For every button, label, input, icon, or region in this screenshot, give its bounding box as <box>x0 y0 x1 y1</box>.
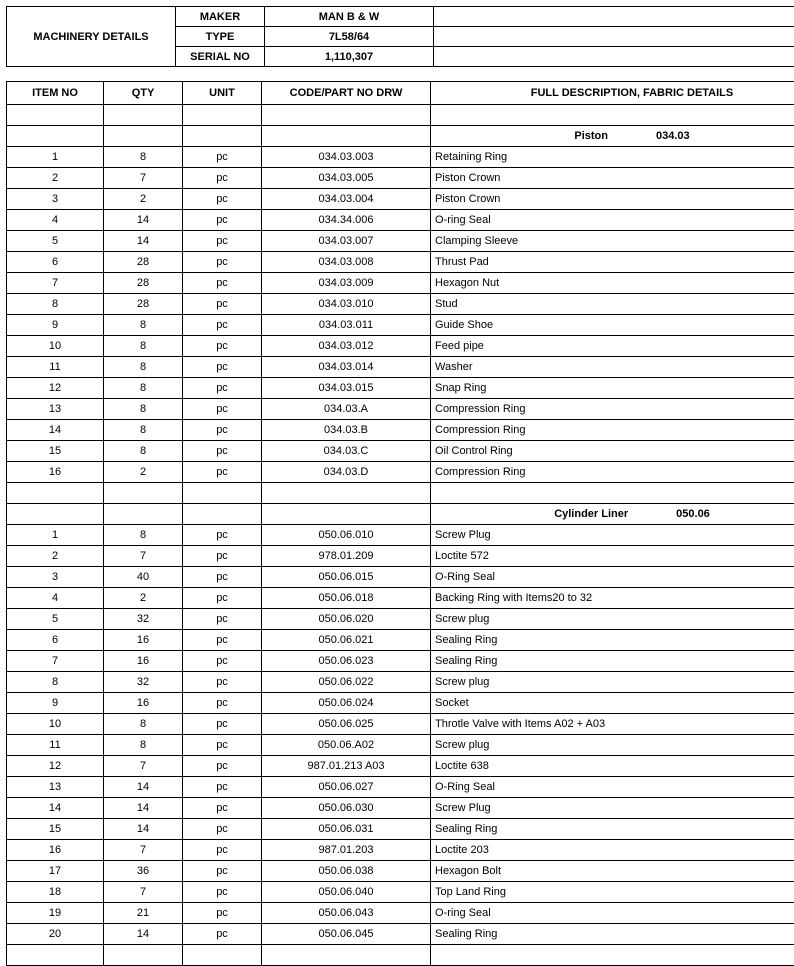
cell-unit: pc <box>183 735 262 756</box>
machinery-details-row <box>7 7 794 27</box>
table-row <box>7 903 794 924</box>
cell-description: Screw Plug <box>431 525 794 546</box>
cell-code: 050.06.018 <box>262 588 431 609</box>
cell-unit: pc <box>183 651 262 672</box>
cell-unit: pc <box>183 609 262 630</box>
cell-description: Socket <box>431 693 794 714</box>
cell-description: Clamping Sleeve <box>431 231 794 252</box>
table-row <box>7 147 794 168</box>
column-header-qty: QTY <box>104 82 183 105</box>
cell-qty: 16 <box>104 651 183 672</box>
cell-unit: pc <box>183 756 262 777</box>
cell-qty: 32 <box>104 672 183 693</box>
table-cell-blank <box>104 126 183 147</box>
cell-description: Loctite 572 <box>431 546 794 567</box>
table-row <box>7 882 794 903</box>
table-row <box>7 420 794 441</box>
cell-code: 050.06.023 <box>262 651 431 672</box>
machinery-details-block <box>0 0 794 67</box>
machinery-details-title: MACHINERY DETAILS <box>7 7 176 67</box>
cell-unit: pc <box>183 546 262 567</box>
cell-description: Compression Ring <box>431 399 794 420</box>
cell-item-no: 20 <box>7 924 104 945</box>
cell-qty: 8 <box>104 378 183 399</box>
cell-item-no: 19 <box>7 903 104 924</box>
cell-code: 050.06.021 <box>262 630 431 651</box>
table-row-blank <box>7 105 794 126</box>
cell-item-no: 1 <box>7 525 104 546</box>
parts-table-header-row <box>7 82 794 105</box>
cell-unit: pc <box>183 882 262 903</box>
table-cell-blank <box>262 945 431 966</box>
maker-label: MAKER <box>176 7 265 27</box>
cell-description: Hexagon Nut <box>431 273 794 294</box>
cell-unit: pc <box>183 630 262 651</box>
cell-qty: 21 <box>104 903 183 924</box>
cell-code: 034.03.B <box>262 420 431 441</box>
cell-code: 034.03.009 <box>262 273 431 294</box>
cell-code: 034.03.A <box>262 399 431 420</box>
cell-qty: 7 <box>104 840 183 861</box>
cell-qty: 8 <box>104 735 183 756</box>
cell-item-no: 3 <box>7 189 104 210</box>
cell-item-no: 13 <box>7 777 104 798</box>
table-row <box>7 840 794 861</box>
table-cell-blank <box>7 126 104 147</box>
cell-item-no: 5 <box>7 231 104 252</box>
cell-code: 050.06.040 <box>262 882 431 903</box>
cell-item-no: 1 <box>7 147 104 168</box>
cell-unit: pc <box>183 189 262 210</box>
cell-item-no: 9 <box>7 315 104 336</box>
table-row <box>7 294 794 315</box>
cell-unit: pc <box>183 378 262 399</box>
cell-unit: pc <box>183 924 262 945</box>
cell-qty: 14 <box>104 924 183 945</box>
cell-item-no: 12 <box>7 378 104 399</box>
cell-code: 050.06.031 <box>262 819 431 840</box>
cell-item-no: 11 <box>7 357 104 378</box>
table-cell-blank <box>262 126 431 147</box>
table-cell-blank <box>104 105 183 126</box>
table-row-blank <box>7 483 794 504</box>
cell-qty: 28 <box>104 273 183 294</box>
cell-description: Compression Ring <box>431 462 794 483</box>
cell-item-no: 4 <box>7 588 104 609</box>
table-row <box>7 168 794 189</box>
group-code: 034.03 <box>656 130 690 142</box>
cell-description: Hexagon Bolt <box>431 861 794 882</box>
cell-unit: pc <box>183 525 262 546</box>
cell-unit: pc <box>183 252 262 273</box>
table-cell-blank <box>183 504 262 525</box>
cell-item-no: 6 <box>7 252 104 273</box>
group-name: Cylinder Liner <box>554 508 628 520</box>
cell-code: 034.03.012 <box>262 336 431 357</box>
table-cell-blank <box>104 483 183 504</box>
cell-description: Piston Crown <box>431 168 794 189</box>
table-cell-blank <box>7 504 104 525</box>
cell-code: 987.01.213 A03 <box>262 756 431 777</box>
cell-description: Screw plug <box>431 609 794 630</box>
cell-item-no: 5 <box>7 609 104 630</box>
cell-item-no: 2 <box>7 168 104 189</box>
table-row <box>7 252 794 273</box>
cell-unit: pc <box>183 357 262 378</box>
table-row <box>7 525 794 546</box>
cell-description: Sealing Ring <box>431 819 794 840</box>
cell-qty: 32 <box>104 609 183 630</box>
cell-qty: 7 <box>104 882 183 903</box>
cell-code: 050.06.027 <box>262 777 431 798</box>
serial-no-label: SERIAL NO <box>176 47 265 67</box>
cell-description: Piston Crown <box>431 189 794 210</box>
cell-description: Loctite 203 <box>431 840 794 861</box>
cell-item-no: 13 <box>7 399 104 420</box>
table-cell-blank <box>262 105 431 126</box>
cell-description: Screw plug <box>431 672 794 693</box>
cell-code: 050.06.A02 <box>262 735 431 756</box>
cell-description: Sealing Ring <box>431 651 794 672</box>
table-cell-blank <box>431 483 794 504</box>
cell-description: Feed pipe <box>431 336 794 357</box>
cell-qty: 8 <box>104 420 183 441</box>
cell-description: Retaining Ring <box>431 147 794 168</box>
table-row <box>7 693 794 714</box>
cell-code: 050.06.043 <box>262 903 431 924</box>
table-cell-blank <box>104 504 183 525</box>
table-cell-blank <box>262 504 431 525</box>
machinery-details-table <box>6 6 794 67</box>
cell-unit: pc <box>183 714 262 735</box>
cell-item-no: 14 <box>7 798 104 819</box>
cell-code: 034.03.004 <box>262 189 431 210</box>
cell-description: Oil Control Ring <box>431 441 794 462</box>
cell-unit: pc <box>183 336 262 357</box>
cell-code: 987.01.203 <box>262 840 431 861</box>
cell-qty: 8 <box>104 357 183 378</box>
cell-item-no: 9 <box>7 693 104 714</box>
cell-description: O-Ring Seal <box>431 567 794 588</box>
cell-item-no: 8 <box>7 672 104 693</box>
cell-code: 034.03.011 <box>262 315 431 336</box>
cell-code: 050.06.022 <box>262 672 431 693</box>
cell-description: Screw plug <box>431 735 794 756</box>
cell-unit: pc <box>183 168 262 189</box>
cell-qty: 40 <box>104 567 183 588</box>
cell-code: 050.06.030 <box>262 798 431 819</box>
table-row-blank <box>7 945 794 966</box>
table-row <box>7 819 794 840</box>
cell-unit: pc <box>183 294 262 315</box>
group-title <box>554 508 710 520</box>
table-cell-blank <box>183 483 262 504</box>
cell-unit: pc <box>183 210 262 231</box>
cell-unit: pc <box>183 672 262 693</box>
cell-qty: 8 <box>104 714 183 735</box>
cell-qty: 2 <box>104 189 183 210</box>
cell-qty: 7 <box>104 168 183 189</box>
cell-code: 050.06.025 <box>262 714 431 735</box>
cell-description: O-ring Seal <box>431 903 794 924</box>
cell-description: Stud <box>431 294 794 315</box>
cell-code: 034.03.010 <box>262 294 431 315</box>
column-header-unit: UNIT <box>183 82 262 105</box>
table-row <box>7 651 794 672</box>
cell-unit: pc <box>183 462 262 483</box>
table-cell-blank <box>7 105 104 126</box>
cell-unit: pc <box>183 903 262 924</box>
cell-description: Screw Plug <box>431 798 794 819</box>
table-row-group-header <box>7 504 794 525</box>
cell-description: Throtle Valve with Items A02 + A03 <box>431 714 794 735</box>
maker-extra <box>434 7 794 27</box>
table-row <box>7 315 794 336</box>
cell-qty: 7 <box>104 756 183 777</box>
table-row <box>7 273 794 294</box>
cell-code: 050.06.015 <box>262 567 431 588</box>
table-row <box>7 588 794 609</box>
cell-code: 034.03.003 <box>262 147 431 168</box>
table-row <box>7 672 794 693</box>
table-cell-blank <box>7 483 104 504</box>
cell-unit: pc <box>183 567 262 588</box>
cell-qty: 28 <box>104 252 183 273</box>
table-row <box>7 630 794 651</box>
column-header-item-no: ITEM NO <box>7 82 104 105</box>
cell-code: 034.03.015 <box>262 378 431 399</box>
cell-item-no: 15 <box>7 441 104 462</box>
cell-unit: pc <box>183 273 262 294</box>
cell-code: 034.03.014 <box>262 357 431 378</box>
cell-qty: 36 <box>104 861 183 882</box>
cell-item-no: 6 <box>7 630 104 651</box>
cell-unit: pc <box>183 420 262 441</box>
cell-qty: 8 <box>104 525 183 546</box>
group-name: Piston <box>574 130 608 142</box>
cell-qty: 8 <box>104 441 183 462</box>
cell-qty: 14 <box>104 798 183 819</box>
cell-item-no: 8 <box>7 294 104 315</box>
serial-no-value: 1,110,307 <box>265 47 434 67</box>
cell-item-no: 16 <box>7 462 104 483</box>
table-cell-blank <box>431 945 794 966</box>
table-row <box>7 756 794 777</box>
table-cell-blank <box>7 945 104 966</box>
cell-item-no: 12 <box>7 756 104 777</box>
parts-list-block <box>0 81 794 966</box>
cell-qty: 16 <box>104 630 183 651</box>
table-row <box>7 609 794 630</box>
cell-code: 050.06.045 <box>262 924 431 945</box>
table-cell-blank <box>183 126 262 147</box>
cell-item-no: 4 <box>7 210 104 231</box>
table-row <box>7 336 794 357</box>
parts-table <box>6 81 794 966</box>
cell-description: O-Ring Seal <box>431 777 794 798</box>
cell-qty: 14 <box>104 819 183 840</box>
group-code: 050.06 <box>676 508 710 520</box>
table-cell-blank <box>431 105 794 126</box>
cell-item-no: 15 <box>7 819 104 840</box>
cell-unit: pc <box>183 819 262 840</box>
table-row <box>7 441 794 462</box>
cell-qty: 28 <box>104 294 183 315</box>
table-row <box>7 924 794 945</box>
cell-qty: 2 <box>104 588 183 609</box>
table-row <box>7 210 794 231</box>
cell-unit: pc <box>183 399 262 420</box>
cell-unit: pc <box>183 588 262 609</box>
table-row-group-header <box>7 126 794 147</box>
cell-unit: pc <box>183 861 262 882</box>
cell-qty: 8 <box>104 315 183 336</box>
group-title <box>574 130 689 142</box>
cell-qty: 14 <box>104 777 183 798</box>
cell-item-no: 10 <box>7 714 104 735</box>
cell-item-no: 11 <box>7 735 104 756</box>
cell-code: 050.06.038 <box>262 861 431 882</box>
cell-item-no: 14 <box>7 420 104 441</box>
cell-unit: pc <box>183 798 262 819</box>
type-extra <box>434 27 794 47</box>
spacer <box>0 67 794 81</box>
type-value: 7L58/64 <box>265 27 434 47</box>
cell-description: Top Land Ring <box>431 882 794 903</box>
cell-code: 034.03.007 <box>262 231 431 252</box>
cell-item-no: 17 <box>7 861 104 882</box>
table-row <box>7 357 794 378</box>
cell-qty: 7 <box>104 546 183 567</box>
table-cell-blank <box>183 105 262 126</box>
cell-description: Compression Ring <box>431 420 794 441</box>
table-row <box>7 777 794 798</box>
cell-unit: pc <box>183 777 262 798</box>
cell-qty: 14 <box>104 231 183 252</box>
cell-qty: 2 <box>104 462 183 483</box>
cell-qty: 14 <box>104 210 183 231</box>
cell-code: 034.03.C <box>262 441 431 462</box>
table-cell-blank <box>183 945 262 966</box>
cell-code: 034.03.005 <box>262 168 431 189</box>
cell-unit: pc <box>183 231 262 252</box>
cell-item-no: 2 <box>7 546 104 567</box>
cell-item-no: 18 <box>7 882 104 903</box>
table-row <box>7 462 794 483</box>
cell-description: Thrust Pad <box>431 252 794 273</box>
table-cell-blank <box>104 945 183 966</box>
column-header-description: FULL DESCRIPTION, FABRIC DETAILS <box>431 82 794 105</box>
cell-description: Backing Ring with Items20 to 32 <box>431 588 794 609</box>
cell-description: O-ring Seal <box>431 210 794 231</box>
column-header-code: CODE/PART NO DRW <box>262 82 431 105</box>
cell-item-no: 7 <box>7 273 104 294</box>
cell-code: 050.06.020 <box>262 609 431 630</box>
table-row <box>7 546 794 567</box>
parts-table-body <box>7 105 794 966</box>
table-row <box>7 231 794 252</box>
type-label: TYPE <box>176 27 265 47</box>
cell-description: Washer <box>431 357 794 378</box>
table-row <box>7 378 794 399</box>
group-title-cell <box>431 504 794 525</box>
cell-code: 978.01.209 <box>262 546 431 567</box>
table-row <box>7 567 794 588</box>
cell-unit: pc <box>183 147 262 168</box>
table-row <box>7 861 794 882</box>
cell-code: 050.06.024 <box>262 693 431 714</box>
cell-item-no: 7 <box>7 651 104 672</box>
table-row <box>7 714 794 735</box>
cell-code: 034.03.008 <box>262 252 431 273</box>
cell-description: Sealing Ring <box>431 924 794 945</box>
cell-qty: 8 <box>104 147 183 168</box>
table-row <box>7 399 794 420</box>
maker-value: MAN B & W <box>265 7 434 27</box>
cell-item-no: 10 <box>7 336 104 357</box>
cell-unit: pc <box>183 441 262 462</box>
cell-qty: 8 <box>104 336 183 357</box>
cell-unit: pc <box>183 840 262 861</box>
cell-description: Guide Shoe <box>431 315 794 336</box>
cell-item-no: 3 <box>7 567 104 588</box>
cell-unit: pc <box>183 693 262 714</box>
cell-unit: pc <box>183 315 262 336</box>
table-row <box>7 189 794 210</box>
cell-code: 050.06.010 <box>262 525 431 546</box>
table-row <box>7 735 794 756</box>
cell-description: Sealing Ring <box>431 630 794 651</box>
cell-code: 034.34.006 <box>262 210 431 231</box>
table-row <box>7 798 794 819</box>
cell-qty: 8 <box>104 399 183 420</box>
cell-description: Snap Ring <box>431 378 794 399</box>
cell-description: Loctite 638 <box>431 756 794 777</box>
cell-item-no: 16 <box>7 840 104 861</box>
cell-code: 034.03.D <box>262 462 431 483</box>
table-cell-blank <box>262 483 431 504</box>
group-title-cell <box>431 126 794 147</box>
cell-qty: 16 <box>104 693 183 714</box>
serial-no-extra <box>434 47 794 67</box>
